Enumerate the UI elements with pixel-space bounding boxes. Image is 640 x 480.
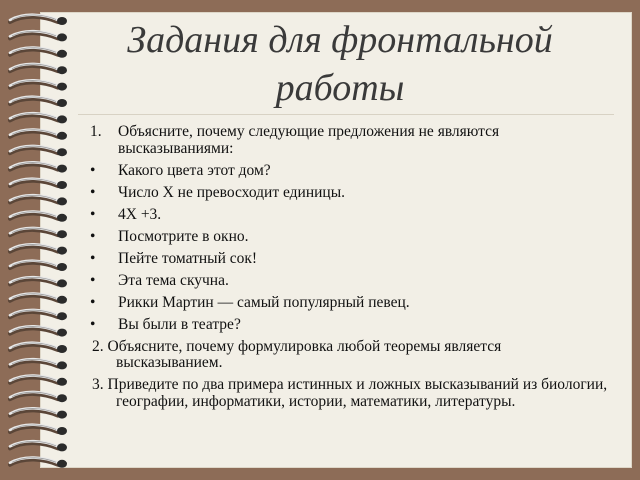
spiral-ring-icon: [10, 392, 67, 402]
bullet-icon: •: [90, 161, 96, 179]
bullet-icon: •: [90, 183, 96, 201]
spiral-ring-icon: [10, 277, 67, 287]
bullet-icon: •: [90, 271, 96, 289]
list-item: [90, 317, 610, 334]
spiral-ring-icon: [10, 97, 67, 107]
spiral-ring-icon: [10, 343, 67, 353]
spiral-ring-icon: [10, 80, 67, 90]
spiral-ring-icon: [10, 244, 67, 254]
spiral-ring-icon: [10, 294, 67, 304]
bullet-icon: •: [90, 205, 96, 223]
list-item: [90, 207, 610, 224]
spiral-ring-icon: [10, 228, 67, 238]
spiral-ring-icon: [10, 425, 67, 435]
list-item-text: 4Х +3.: [118, 205, 162, 223]
spiral-ring-icon: [10, 212, 67, 222]
slide-content: [90, 124, 610, 416]
list-item: [90, 185, 610, 202]
list-item-text: Число Х не превосходит единицы.: [118, 183, 345, 201]
list-item-text: Пейте томатный сок!: [118, 249, 258, 267]
spiral-ring-icon: [10, 146, 67, 156]
list-item: [90, 251, 610, 268]
list-item-text: Эта тема скучна.: [118, 271, 229, 289]
spiral-ring-icon: [10, 359, 67, 369]
list-item: [90, 124, 610, 157]
spiral-ring-icon: [10, 31, 67, 41]
spiral-ring-icon: [10, 441, 67, 451]
spiral-ring-icon: [10, 179, 67, 189]
task-paragraph: 3. Приведите по два примера истинных и ложных высказываний из биологии, географии, информатики, истории, математики, литературы.: [92, 376, 608, 410]
spiral-ring-icon: [10, 130, 67, 140]
list-marker: 1.: [90, 123, 102, 140]
spiral-ring-icon: [10, 458, 67, 468]
list-item: [90, 295, 610, 312]
list-item-text: Какого цвета этот дом?: [118, 161, 271, 179]
spiral-ring-icon: [10, 162, 67, 172]
list-item-text: Вы были в театре?: [118, 315, 241, 333]
list-item: [90, 229, 610, 246]
spiral-binding: [4, 10, 70, 470]
list-item: [90, 163, 610, 180]
spiral-ring-icon: [10, 113, 67, 123]
title-divider: [78, 114, 614, 115]
spiral-ring-icon: [10, 408, 67, 418]
bullet-icon: •: [90, 293, 96, 311]
list-item: [90, 273, 610, 290]
spiral-ring-icon: [10, 48, 67, 58]
spiral-ring-icon: [10, 376, 67, 386]
bullet-icon: •: [90, 227, 96, 245]
list-item-text: Объясните, почему следующие предложения не являются высказываниями:: [118, 123, 500, 157]
list-item-text: Посмотрите в окно.: [118, 227, 249, 245]
spiral-ring-icon: [10, 195, 67, 205]
task-paragraph: 2. Объясните, почему формулировка любой теоремы является высказыванием.: [92, 337, 502, 371]
spiral-ring-icon: [10, 15, 67, 25]
list-item-text: Рикки Мартин — самый популярный певец.: [118, 293, 410, 311]
spiral-ring-icon: [10, 261, 67, 271]
spiral-ring-icon: [10, 326, 67, 336]
bullet-icon: •: [90, 315, 96, 333]
spiral-ring-icon: [10, 310, 67, 320]
bullet-icon: •: [90, 249, 96, 267]
slide-title: Задания для фронтальной работы: [127, 19, 553, 109]
spiral-ring-icon: [10, 64, 67, 74]
